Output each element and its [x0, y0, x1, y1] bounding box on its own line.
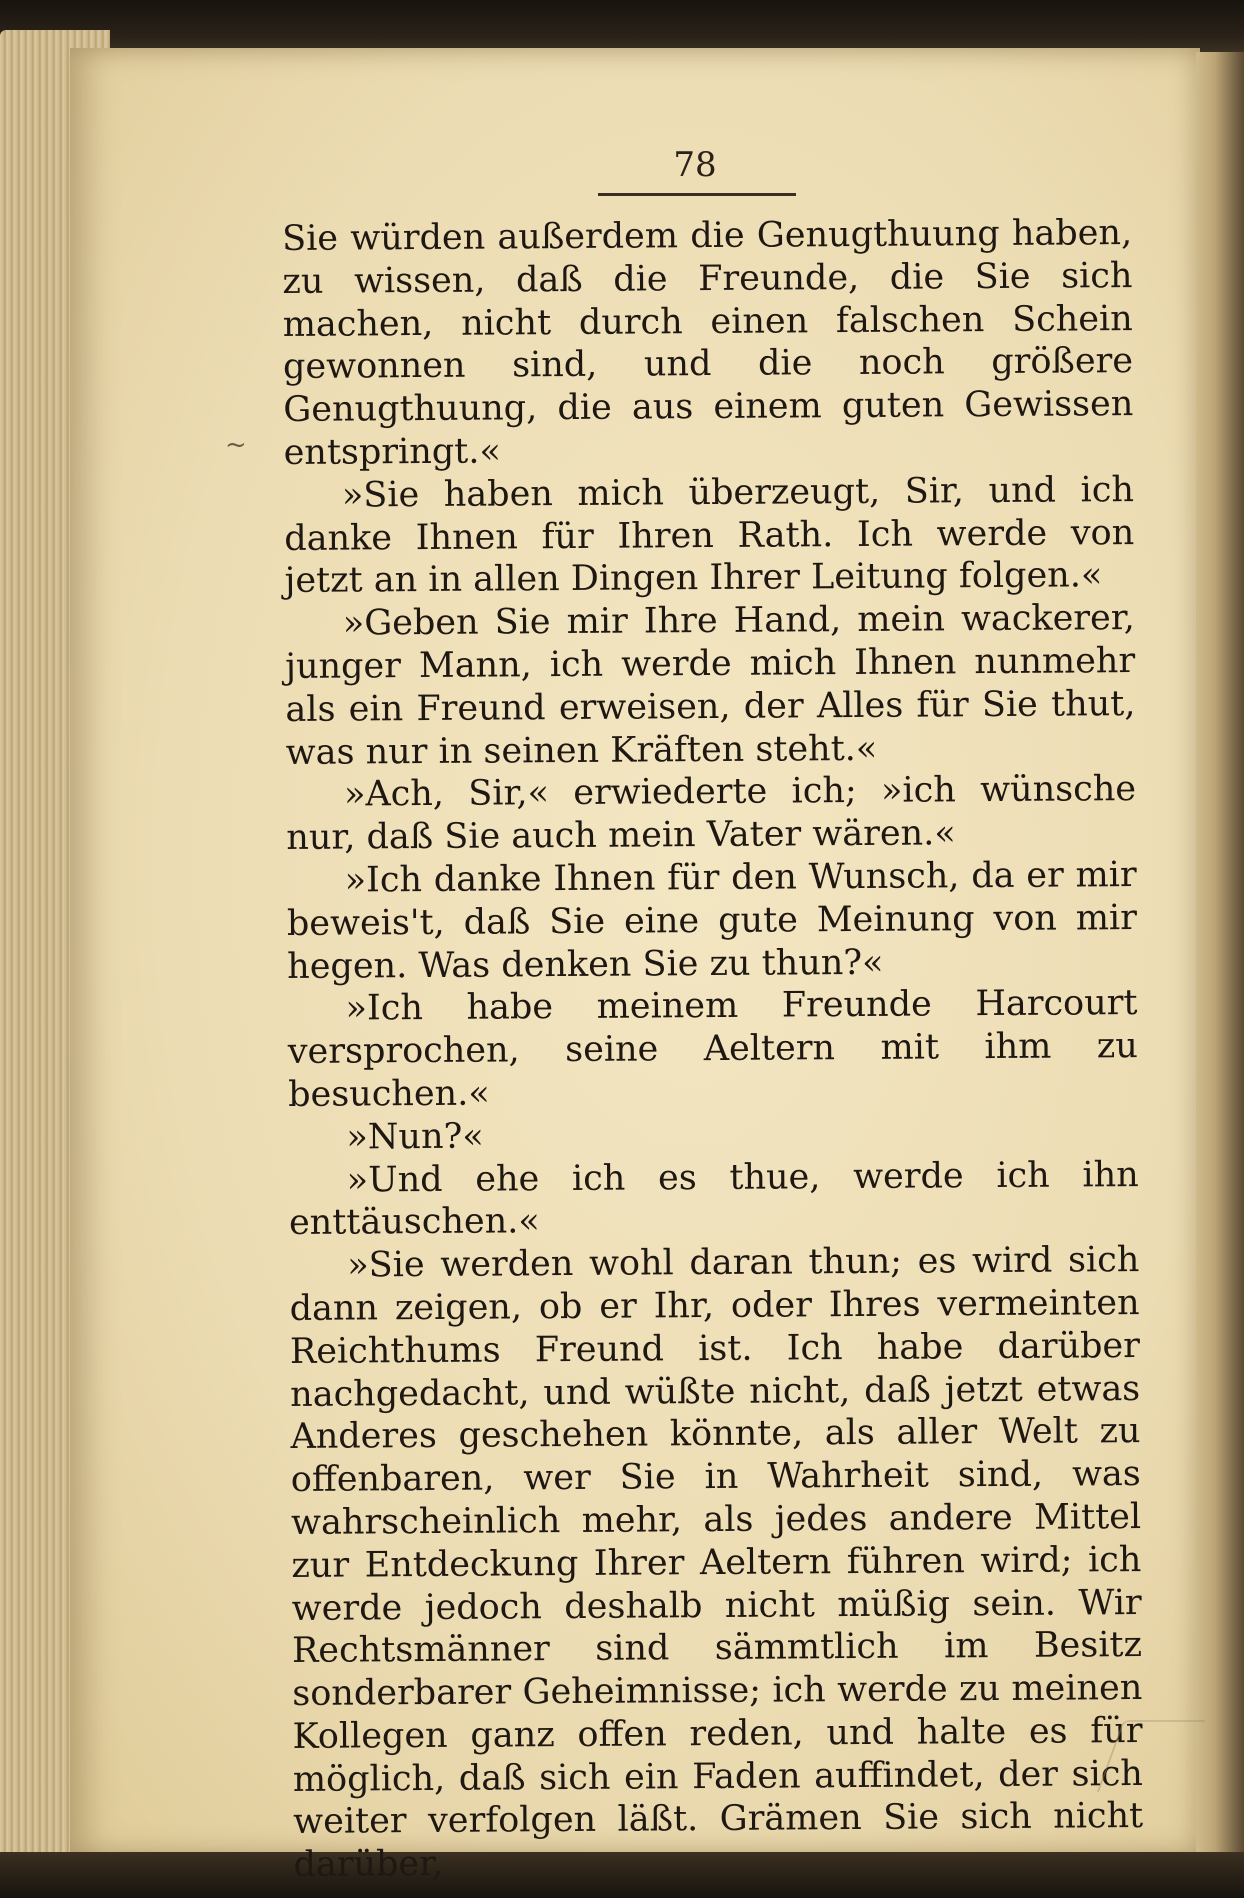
body-text — [282, 212, 1144, 1887]
margin-mark: ~ — [225, 430, 247, 460]
paragraph: Sie würden außerdem die Genugthuung haben, zu wissen, daß die Freunde, die Sie sich machen, nicht durch einen falschen Schein gewonnen sind, und die noch größere Genugthuung, die aus einem guten Gewissen entspringt.« — [282, 213, 1134, 473]
paragraph: »Sie haben mich überzeugt, Sir, und ich danke Ihnen für Ihren Rath. Ich werde von jetzt an in allen Dingen Ihrer Leitung folgen.« — [284, 469, 1135, 602]
paragraph: »Nun?« — [346, 1116, 484, 1158]
paragraph: »Ich habe meinem Freunde Harcourt versprochen, seine Aeltern mit ihm zu besuchen.« — [287, 983, 1138, 1115]
page-number: 78 — [673, 145, 717, 185]
paragraph: »Sie werden wohl daran thun; es wird sich dann zeigen, ob er Ihr, oder Ihres vermeinten Reichthums Freund ist. Ich habe darüber nachgedacht, und wüßte nicht, daß jetzt etwas Anderes geschehen könnte, als aller Welt zu offenbaren, wer Sie in Wahrheit sind, was wahrscheinlich mehr, als jedes andere Mittel zur Entdeckung Ihrer Aeltern führen wird; ich werde jedoch deshalb nicht müßig sein. Wir Rechtsmänner sind sämmtlich im Besitz sonderbarer Geheimnisse; ich werde zu meinen Kollegen ganz offen reden, und halte es für möglich, daß sich ein Faden auffindet, der sich weiter verfolgen läßt. Grämen Sie sich nicht darüber, — [289, 1240, 1144, 1886]
header-rule — [598, 193, 796, 196]
paragraph: »Ach, Sir,« erwiederte ich; »ich wünsche nur, daß Sie auch mein Vater wären.« — [286, 769, 1137, 859]
paragraph: »Ich danke Ihnen für den Wunsch, da er mir beweis't, daß Sie eine gute Meinung von mir hegen. Was denken Sie zu thun?« — [286, 855, 1138, 987]
paragraph: »Geben Sie mir Ihre Hand, mein wackerer, junger Mann, ich werde mich Ihnen nunmehr als ein Freund erweisen, der Alles für Sie thut, was nur in seinen Kräften steht.« — [284, 598, 1136, 773]
top-shadow — [0, 0, 1244, 52]
right-page-edge — [1196, 52, 1244, 1852]
paragraph: »Und ehe ich es thue, werde ich ihn enttäuschen.« — [288, 1154, 1139, 1244]
